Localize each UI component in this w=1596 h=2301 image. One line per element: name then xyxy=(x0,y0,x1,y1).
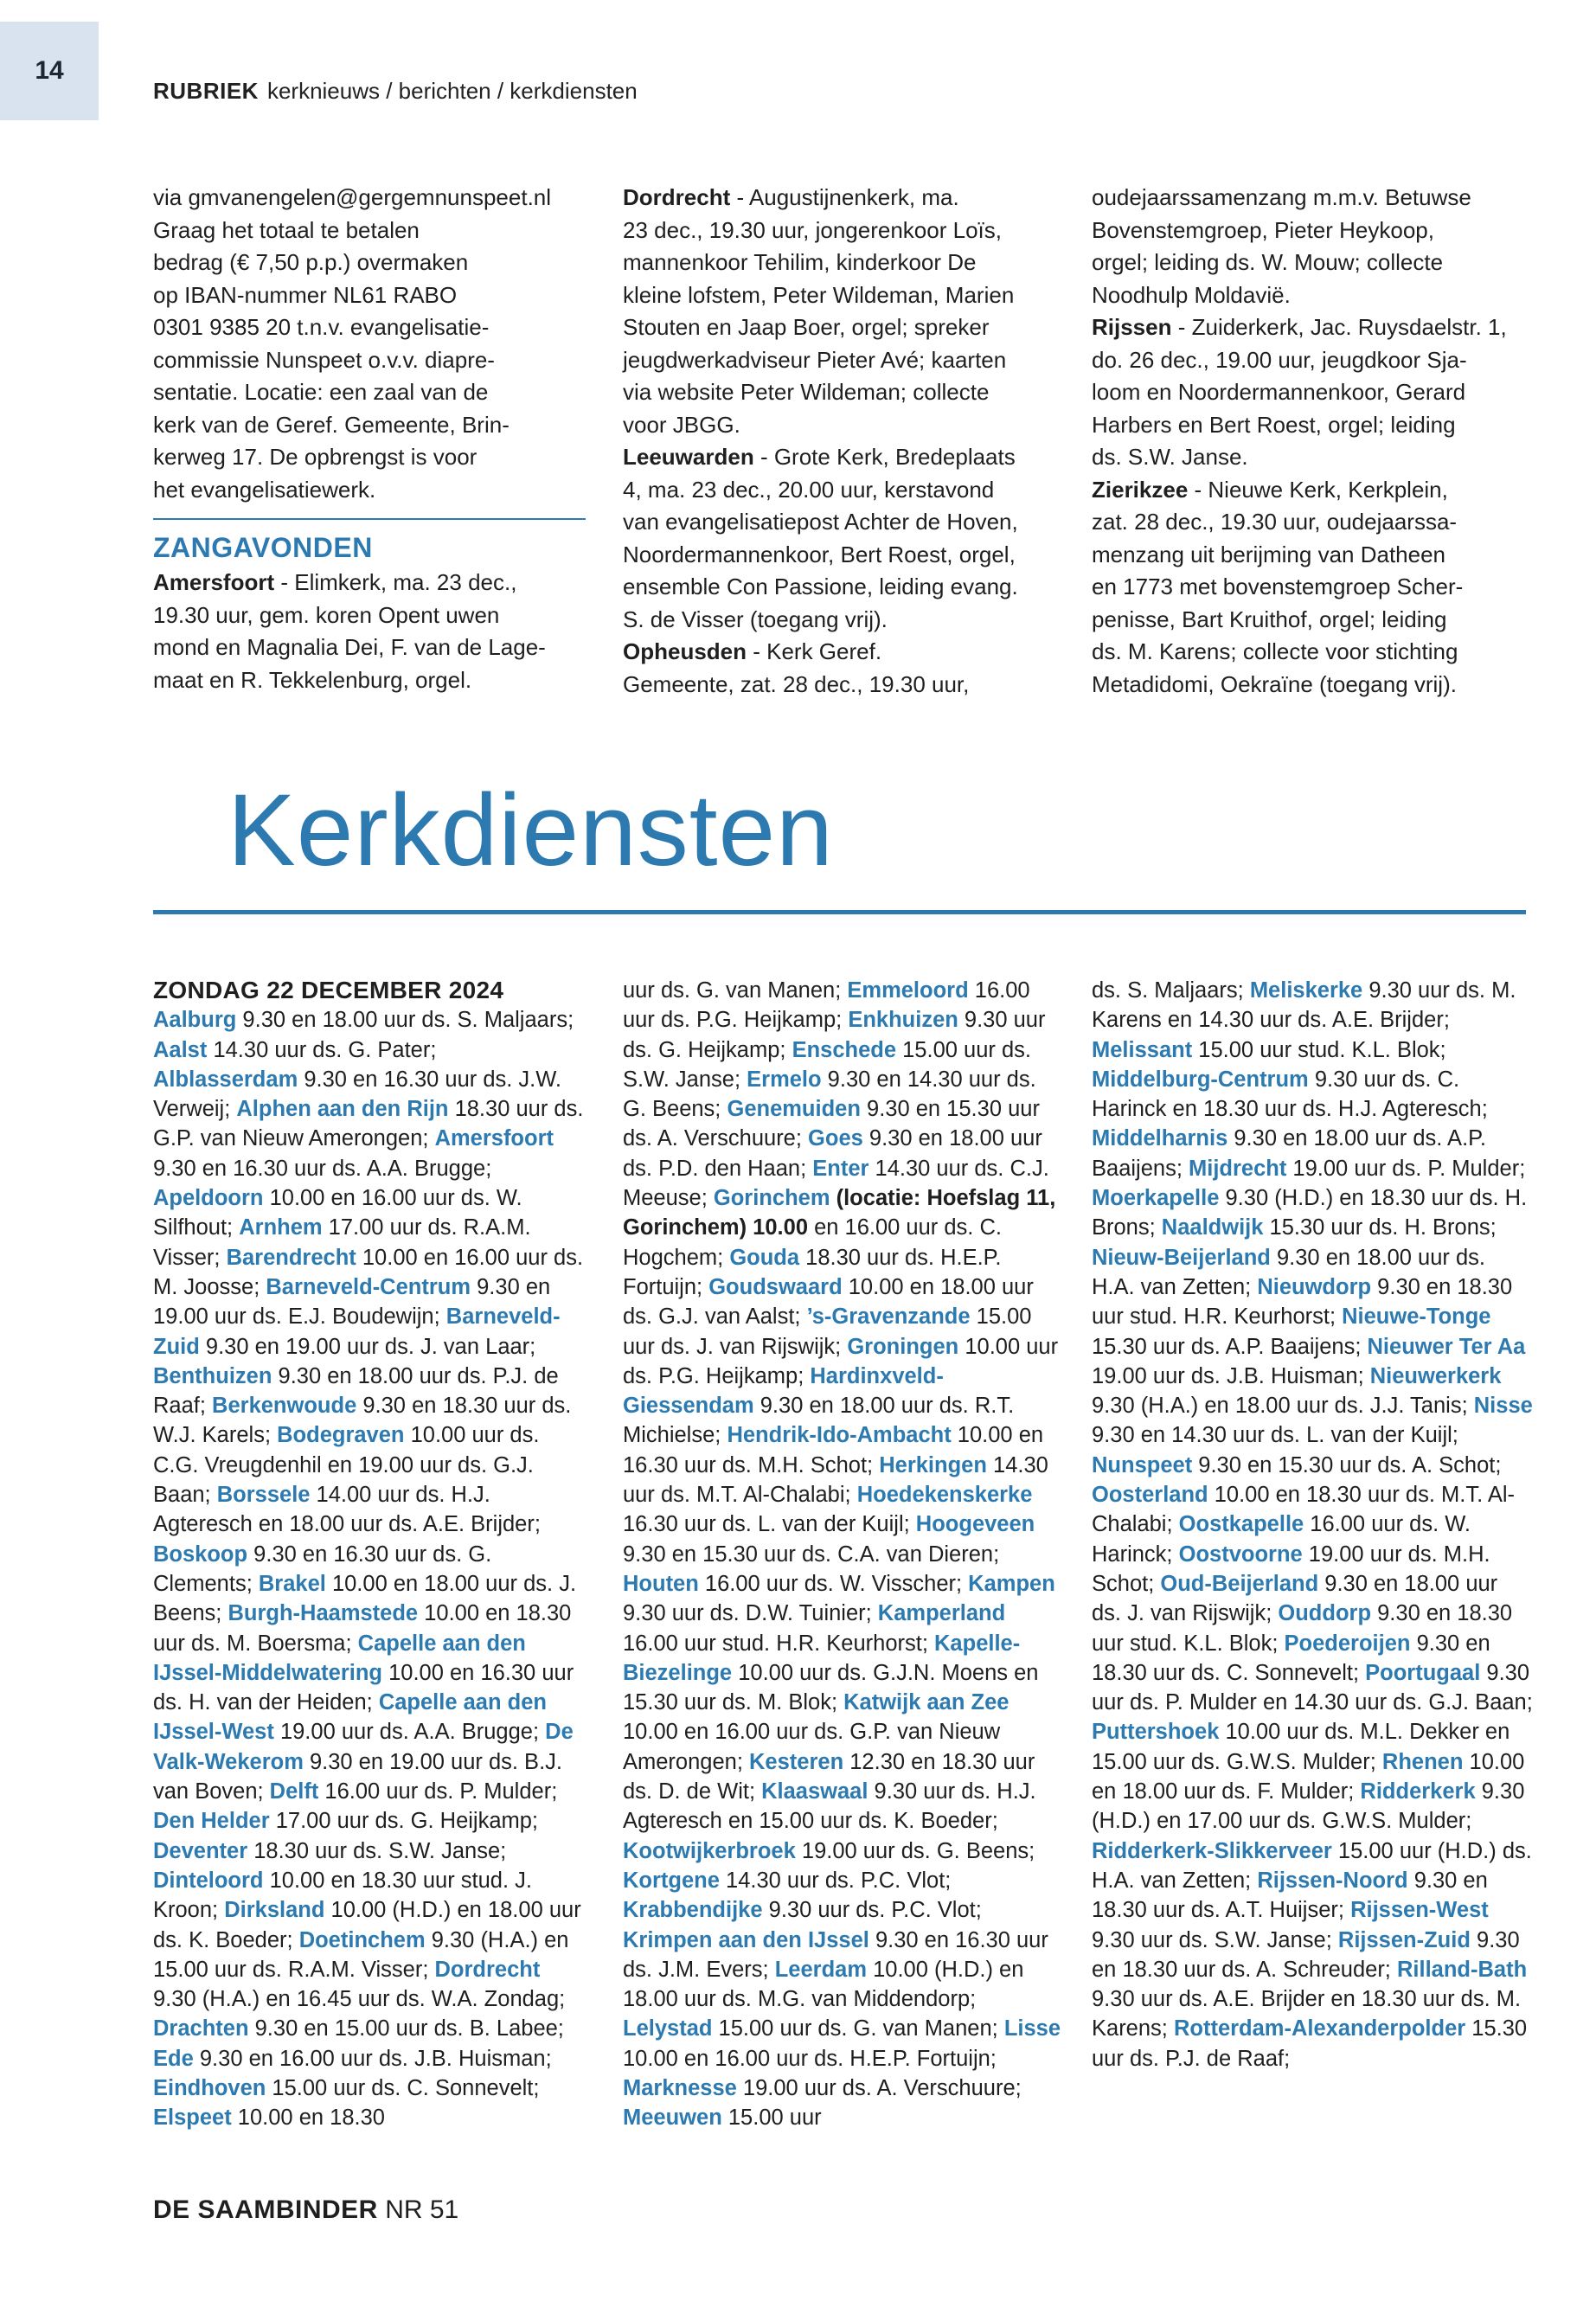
service-details: 9.30 en 16.30 uur ds. A.A. Brugge; xyxy=(153,1156,492,1181)
service-details: 9.30 en 15.30 uur ds. A. Schot; xyxy=(1192,1452,1502,1477)
section-path: kerknieuws / berichten / kerkdiensten xyxy=(266,78,638,104)
service-details: 9.30 en 18.30 uur ds. W.J. Karels; xyxy=(153,1394,572,1448)
service-place: Groningen xyxy=(847,1334,959,1359)
services-list xyxy=(153,1005,586,2132)
service-place: Ouddorp xyxy=(1278,1601,1372,1626)
service-details: 10.00 en 16.30 uur ds. M.H. Schot; xyxy=(623,1423,1044,1477)
service-place: Deventer xyxy=(153,1838,248,1863)
text-line: ds. S.W. Janse. xyxy=(1092,444,1248,470)
service-details: 18.30 uur ds. H.E.P. Fortuijn; xyxy=(623,1245,1002,1299)
service-place: Katwijk aan Zee xyxy=(843,1690,1010,1715)
service-place: Gorinchem xyxy=(713,1186,830,1211)
service-place: Nieuwdorp xyxy=(1257,1274,1372,1299)
text-line: op IBAN-nummer NL61 RABO xyxy=(153,281,458,308)
services-list xyxy=(623,976,1064,2133)
text-line: loom en Noordermannenkoor, Gerard xyxy=(1092,379,1466,405)
text-line: ds. M. Karens; collecte voor stichting xyxy=(1092,638,1458,664)
service-details: 14.30 uur ds. M.T. Al-Chalabi; xyxy=(623,1452,1048,1508)
service-details: 9.30 en 18.30 uur ds. A. Schreuder; xyxy=(1092,1927,1520,1982)
service-details: 9.30 en 18.00 uur ds. P.D. den Haan; xyxy=(623,1126,1042,1181)
service-place: Oostkapelle xyxy=(1178,1512,1304,1537)
service-place: Alphen aan den Rijn xyxy=(236,1097,449,1122)
text-line: 0301 9385 20 t.n.v. evangelisatie- xyxy=(153,314,490,340)
service-place: Ridderkerk xyxy=(1360,1779,1476,1804)
entry-line: maat en R. Tekkelenburg, orgel. xyxy=(153,666,472,693)
service-details: 15.00 uur ds. G. van Manen; xyxy=(712,2016,1004,2041)
service-details: 10.00 en 16.00 uur ds. W. Silfhout; xyxy=(153,1186,522,1240)
service-place: Nieuwer Ter Aa xyxy=(1367,1334,1526,1359)
service-details: 17.00 uur ds. R.A.M. Visser; xyxy=(153,1215,531,1270)
dordrecht-entry xyxy=(623,182,1064,215)
service-place: Capelle aan den IJssel-West xyxy=(153,1690,547,1745)
service-details: 9.30 en 18.00 uur ds. P.J. de Raaf; xyxy=(153,1363,559,1419)
entry-text: - Kerk Geref. xyxy=(747,638,882,664)
service-place: Genemuiden xyxy=(727,1097,861,1122)
service-place: Burgh-Haamstede xyxy=(228,1601,419,1626)
service-place: Enschede xyxy=(792,1037,897,1062)
service-details: 9.30 en 18.30 uur stud. H.R. Keurhorst; xyxy=(1092,1274,1513,1330)
rijssen-entry xyxy=(1092,311,1533,344)
service-place: Drachten xyxy=(153,2016,249,2041)
service-details: 19.00 uur ds. J.B. Huisman; xyxy=(1092,1363,1370,1388)
text-line: Graag het totaal te betalen xyxy=(153,216,420,243)
service-place: Berkenwoude xyxy=(212,1394,357,1419)
entry-text: - Augustijnenkerk, ma. xyxy=(730,184,959,210)
entry-line: 19.30 uur, gem. koren Opent uwen xyxy=(153,601,500,628)
rubric-label: RUBRIEK xyxy=(153,78,259,104)
service-details: 9.30 (H.A.) en 18.00 uur ds. J.J. Tanis; xyxy=(1092,1394,1474,1419)
service-place: Lelystad xyxy=(623,2016,713,2041)
service-details: 9.30 uur ds. S.W. Janse; xyxy=(1092,1927,1338,1952)
text-line: Noodhulp Moldavië. xyxy=(1092,281,1291,308)
concerts-column-3 xyxy=(1092,182,1533,701)
service-place: Doetinchem xyxy=(298,1927,426,1952)
service-details: 9.30 en 18.30 uur stud. K.L. Blok; xyxy=(1092,1601,1513,1656)
service-details: 19.00 uur ds. P. Mulder; xyxy=(1286,1156,1526,1181)
service-place: Hardinxveld-Giessendam xyxy=(623,1363,944,1419)
service-place: Hoedekenskerke xyxy=(856,1483,1033,1508)
service-details: 9.30 en 16.30 uur ds. J.M. Evers; xyxy=(623,1927,1048,1982)
text-line: orgel; leiding ds. W. Mouw; collecte xyxy=(1092,249,1444,275)
service-details: 10.00 en 16.00 uur ds. M. Joosse; xyxy=(153,1245,584,1299)
service-place: Kesteren xyxy=(749,1749,844,1774)
service-details: 9.30 en 14.30 uur ds. G. Beens; xyxy=(623,1067,1036,1122)
service-details: 15.00 uur stud. K.L. Blok; xyxy=(1192,1037,1446,1062)
text-line: kerk van de Geref. Gemeente, Brin- xyxy=(153,411,510,438)
service-place: Kampen xyxy=(968,1571,1055,1596)
service-place: Nisse xyxy=(1473,1394,1533,1419)
service-details: 9.30 en 15.30 uur ds. A. Verschuure; xyxy=(623,1097,1040,1151)
entry-place: Rijssen xyxy=(1092,314,1172,340)
text-line: voor JBGG. xyxy=(623,411,740,438)
text-line: en 1773 met bovenstemgroep Scher- xyxy=(1092,574,1464,599)
text-line: van evangelisatiepost Achter de Hoven, xyxy=(623,509,1018,535)
service-details: 10.00 en 16.30 uur ds. H. van der Heiden; xyxy=(153,1660,574,1715)
text-line: jeugdwerkadviseur Pieter Avé; kaarten xyxy=(623,346,1007,373)
service-details: 9.30 (H.D.) en 17.00 uur ds. G.W.S. Mulder; xyxy=(1092,1779,1525,1834)
text-line: oudejaarssamenzang m.m.v. Betuwse xyxy=(1092,184,1471,210)
service-details: 19.00 uur ds. G. Beens; xyxy=(795,1838,1035,1863)
entry-place: Leeuwarden xyxy=(623,444,754,470)
service-place: Houten xyxy=(623,1571,699,1596)
service-details: 16.00 uur stud. H.R. Keurhorst; xyxy=(623,1631,935,1656)
service-details: 9.30 en 18.00 uur ds. H.A. van Zetten; xyxy=(1092,1245,1485,1299)
text-line: penisse, Bart Kruithof, orgel; leiding xyxy=(1092,606,1447,632)
service-place: Klaaswaal xyxy=(761,1779,869,1804)
service-details: 10.00 en 18.30 uur ds. M.T. Al-Chalabi; xyxy=(1092,1483,1515,1537)
service-place: Gouda xyxy=(729,1245,800,1270)
service-place: Apeldoorn xyxy=(153,1186,264,1211)
footer xyxy=(153,2195,458,2225)
service-place: Dirksland xyxy=(224,1898,325,1923)
service-place: Poederoijen xyxy=(1284,1631,1411,1656)
service-details: 14.30 uur ds. G. Pater; xyxy=(207,1037,437,1062)
service-place: Krabbendijke xyxy=(623,1898,763,1923)
service-details: 10.00 en 18.30 uur ds. M. Boersma; xyxy=(153,1601,572,1656)
service-details: uur ds. G. van Manen; xyxy=(623,978,848,1003)
service-place: Nunspeet xyxy=(1092,1452,1193,1477)
text-line: Bovenstemgroep, Pieter Heykoop, xyxy=(1092,216,1434,243)
service-details: 10.00 uur ds. G.J.N. Moens en 15.30 uur ds. M. Blok; xyxy=(623,1660,1039,1715)
text-line: 4, ma. 23 dec., 20.00 uur, kerstavond xyxy=(623,476,995,503)
service-details: 10.00 (H.D.) en 18.00 uur ds. K. Boeder; xyxy=(153,1898,581,1952)
service-details: 16.00 uur ds. W. Harinck; xyxy=(1092,1512,1471,1567)
service-details: 19.00 uur ds. M.H. Schot; xyxy=(1092,1541,1490,1596)
service-place: Rijssen-Noord xyxy=(1257,1868,1408,1893)
service-place: Dordrecht xyxy=(434,1957,541,1982)
text-line: Noordermannenkoor, Bert Roest, orgel, xyxy=(623,541,1016,567)
services-column-1 xyxy=(153,976,586,2133)
text-line: Harbers en Bert Roest, orgel; leiding xyxy=(1092,411,1456,438)
service-place: Kapelle-Biezelinge xyxy=(623,1631,1021,1685)
service-details: 10.00 uur ds. C.G. Vreugdenhil en 19.00 uur ds. G.J. Baan; xyxy=(153,1423,540,1508)
text-line: kleine lofstem, Peter Wildeman, Marien xyxy=(623,281,1015,308)
service-details: 10.00 uur ds. M.L. Dekker en 15.00 uur ds. G.W.S. Mulder; xyxy=(1092,1720,1510,1774)
service-place: Delft xyxy=(269,1779,319,1804)
text-line: S. de Visser (toegang vrij). xyxy=(623,606,888,632)
service-place: Goes xyxy=(808,1126,863,1151)
service-details: 15.00 uur xyxy=(721,2106,822,2131)
text-line: mannenkoor Tehilim, kinderkoor De xyxy=(623,249,977,275)
service-details: 15.00 uur (H.D.) ds. H.A. van Zetten; xyxy=(1092,1838,1532,1893)
service-details: 10.00 en 18.00 uur ds. F. Mulder; xyxy=(1092,1749,1525,1804)
service-place: De Valk-Wekerom xyxy=(153,1720,574,1774)
page-title: Kerkdiensten xyxy=(228,773,834,888)
service-details: ds. S. Maljaars; xyxy=(1092,978,1250,1003)
service-place: Aalst xyxy=(153,1037,208,1062)
service-details: 18.30 uur ds. S.W. Janse; xyxy=(247,1838,507,1863)
service-details: 9.30 en 19.00 uur ds. B.J. van Boven; xyxy=(153,1749,562,1804)
service-place: Leerdam xyxy=(774,1957,867,1982)
service-details: 12.30 en 18.30 uur ds. D. de Wit; xyxy=(623,1749,1035,1804)
service-place: Lisse xyxy=(1003,2016,1061,2041)
day-heading: ZONDAG 22 DECEMBER 2024 xyxy=(153,977,504,1003)
service-place: Elspeet xyxy=(153,2106,232,2131)
entry-text: - Nieuwe Kerk, Kerkplein, xyxy=(1188,476,1448,503)
service-place: Krimpen aan den IJssel xyxy=(623,1927,869,1952)
service-place: Aalburg xyxy=(153,1008,237,1033)
text-line: kerweg 17. De opbrengst is voor xyxy=(153,444,478,470)
service-details: 9.30 en 18.00 uur ds. A.P. Baaijens; xyxy=(1092,1126,1486,1181)
service-details: 16.30 uur ds. L. van der Kuijl; xyxy=(623,1512,916,1537)
text-line: via gmvanengelen@gergemnunspeet.nl xyxy=(153,184,552,210)
intro-column xyxy=(153,182,586,696)
text-line: bedrag (€ 7,50 p.p.) overmaken xyxy=(153,249,469,275)
leeuwarden-lines xyxy=(623,474,1064,637)
service-details: 9.30 uur ds. G. Heijkamp; xyxy=(623,1008,1046,1062)
service-place: Ermelo xyxy=(747,1067,822,1092)
service-place: Bodegraven xyxy=(277,1423,405,1448)
service-details: 19.00 uur ds. A.A. Brugge; xyxy=(273,1720,546,1745)
zierikzee-lines xyxy=(1092,506,1533,701)
service-place: Oosterland xyxy=(1092,1483,1208,1508)
service-place: Middelharnis xyxy=(1092,1126,1228,1151)
service-details: 14.30 uur ds. P.C. Vlot; xyxy=(719,1868,952,1893)
service-details: 9.30 uur ds. D.W. Tuinier; xyxy=(623,1601,878,1626)
entry-place: Dordrecht xyxy=(623,184,731,210)
service-details: 10.00 en 16.00 uur ds. H.E.P. Fortuijn; xyxy=(623,2046,997,2071)
text-line: Metadidomi, Oekraïne (toegang vrij). xyxy=(1092,670,1457,697)
service-details: 9.30 en 16.30 uur ds. J.W. Verweij; xyxy=(153,1067,562,1122)
service-place: Meeuwen xyxy=(623,2106,722,2131)
service-place: Arnhem xyxy=(239,1215,323,1240)
services-list xyxy=(1092,976,1533,2073)
service-details: 15.00 uur ds. J. van Rijswijk; xyxy=(623,1304,1032,1359)
service-place: Meliskerke xyxy=(1249,978,1363,1003)
service-details: 15.00 uur ds. C. Sonnevelt; xyxy=(266,2075,540,2100)
service-details: 9.30 uur ds. C. Harinck en 18.30 uur ds. H.J. Agteresch; xyxy=(1092,1067,1488,1122)
service-place: Oostvoorne xyxy=(1178,1541,1303,1567)
service-details: 9.30 en 18.00 uur ds. R.T. Michielse; xyxy=(623,1394,1015,1448)
service-place: Alblasserdam xyxy=(153,1067,298,1092)
service-place: Emmeloord xyxy=(847,978,969,1003)
service-place: Marknesse xyxy=(623,2075,737,2100)
service-details: 15.30 uur ds. H. Brons; xyxy=(1263,1215,1497,1240)
service-place: Dinteloord xyxy=(153,1868,264,1893)
service-place: Boskoop xyxy=(153,1541,248,1567)
service-place: Kortgene xyxy=(623,1868,720,1893)
rubric-header xyxy=(153,78,638,105)
text-line: menzang uit berijming van Datheen xyxy=(1092,541,1446,567)
service-details: 16.00 uur ds. P.G. Heijkamp; xyxy=(623,978,1030,1033)
service-place: Eindhoven xyxy=(153,2075,266,2100)
entry-place: Amersfoort xyxy=(153,569,275,595)
service-place: Barendrecht xyxy=(226,1245,356,1270)
service-place: Kootwijkerbroek xyxy=(623,1838,796,1863)
service-details: 9.30 en 15.30 uur ds. C.A. van Dieren; xyxy=(623,1541,1000,1567)
lead-lines xyxy=(1092,182,1533,311)
service-details: 9.30 en 16.00 uur ds. J.B. Huisman; xyxy=(193,2046,552,2071)
service-details: 9.30 (H.A.) en 15.00 uur ds. R.A.M. Visser; xyxy=(153,1927,569,1982)
zangavonden-heading: ZANGAVONDEN xyxy=(153,532,373,563)
service-details: 16.00 uur ds. P. Mulder; xyxy=(318,1779,558,1804)
service-details: 10.00 en 18.00 uur ds. J. Beens; xyxy=(153,1571,577,1626)
entry-line: Gemeente, zat. 28 dec., 19.30 uur, xyxy=(623,670,970,697)
text-line: ensemble Con Passione, leiding evang. xyxy=(623,574,1018,599)
service-details: 10.00 en 18.30 uur stud. J. Kroon; xyxy=(153,1868,532,1923)
service-details: 9.30 uur ds. H.J. Agteresch en 15.00 uur ds. K. Boeder; xyxy=(623,1779,1036,1834)
service-place: Oud-Beijerland xyxy=(1160,1571,1319,1596)
service-details: en 16.00 uur ds. C. Hogchem; xyxy=(623,1215,1002,1270)
concerts-column-2 xyxy=(623,182,1064,701)
service-place: Naaldwijk xyxy=(1161,1215,1264,1240)
entry-text: - Zuiderkerk, Jac. Ruysdaelstr. 1, xyxy=(1171,314,1507,340)
service-place: Rijssen-West xyxy=(1350,1898,1489,1923)
service-place: Rilland-Bath xyxy=(1396,1957,1528,1982)
service-details: 9.30 uur ds. P.C. Vlot; xyxy=(762,1898,982,1923)
service-details xyxy=(830,1186,836,1210)
service-place: Nieuwe-Tonge xyxy=(1342,1304,1491,1330)
service-place: Nieuwerkerk xyxy=(1369,1363,1502,1388)
service-place: Enkhuizen xyxy=(848,1008,958,1033)
service-details: 9.30 (H.D.) en 18.30 uur ds. H. Brons; xyxy=(1092,1186,1528,1240)
service-details: 15.30 uur ds. A.P. Baaijens; xyxy=(1092,1334,1368,1359)
text-line: het evangelisatiewerk. xyxy=(153,476,376,503)
issue-number: NR 51 xyxy=(385,2195,459,2224)
service-details: 10.00 en 18.00 uur ds. G.J. van Aalst; xyxy=(623,1274,1034,1330)
service-details: 15.00 uur ds. S.W. Janse; xyxy=(623,1037,1031,1092)
service-details: 9.30 (H.A.) en 16.45 uur ds. W.A. Zondag; xyxy=(153,1987,566,2012)
magazine-name: DE SAAMBINDER xyxy=(153,2195,378,2224)
service-location-note: (locatie: Hoefslag 11, Gorinchem) 10.00 xyxy=(623,1186,1056,1240)
section-divider xyxy=(153,518,586,520)
service-place: Ede xyxy=(153,2046,194,2071)
entry-place: Opheusden xyxy=(623,638,747,664)
text-line: 23 dec., 19.30 uur, jongerenkoor Loïs, xyxy=(623,216,1002,243)
service-details: 9.30 uur ds. M. Karens en 14.30 uur ds. A.E. Brijder; xyxy=(1092,978,1516,1033)
service-details: 9.30 en 19.00 uur ds. E.J. Boudewijn; xyxy=(153,1274,551,1330)
service-details: 9.30 en 15.00 uur ds. B. Labee; xyxy=(248,2016,564,2041)
text-line: sentatie. Locatie: een zaal van de xyxy=(153,379,489,405)
entry-text: - Elimkerk, ma. 23 dec., xyxy=(274,569,517,595)
service-details: 15.30 uur ds. P.J. de Raaf; xyxy=(1092,2016,1528,2071)
service-place: Middelburg-Centrum xyxy=(1092,1067,1309,1092)
rijssen-lines xyxy=(1092,344,1533,474)
service-place: Hendrik-Ido-Ambacht xyxy=(727,1423,952,1448)
service-place: Capelle aan den IJssel-Middelwatering xyxy=(153,1631,526,1685)
service-details: 9.30 en 19.00 uur ds. J. van Laar; xyxy=(199,1334,536,1359)
service-place: Borssele xyxy=(216,1483,311,1508)
opheusden-entry xyxy=(623,636,1064,669)
service-place: Ridderkerk-Slikkerveer xyxy=(1092,1838,1332,1863)
service-details: 10.00 (H.D.) en 18.00 uur ds. M.G. van Middendorp; xyxy=(623,1957,1024,2012)
service-place: Benthuizen xyxy=(153,1363,272,1388)
service-details: 9.30 en 18.00 uur ds. S. Maljaars; xyxy=(236,1008,574,1033)
zierikzee-entry xyxy=(1092,474,1533,507)
service-place: Moerkapelle xyxy=(1092,1186,1220,1211)
dordrecht-lines xyxy=(623,215,1064,442)
service-details: 19.00 uur ds. A. Verschuure; xyxy=(736,2075,1022,2100)
service-place: Barneveld-Zuid xyxy=(153,1304,561,1359)
service-place: Mijdrecht xyxy=(1189,1156,1287,1181)
leeuwarden-entry xyxy=(623,441,1064,474)
title-rule xyxy=(153,910,1526,914)
text-line: zat. 28 dec., 19.30 uur, oudejaarssa- xyxy=(1092,509,1458,535)
service-place: Den Helder xyxy=(153,1809,270,1834)
service-details: 18.30 uur ds. G.P. van Nieuw Amerongen; xyxy=(153,1097,584,1151)
entry-text: - Grote Kerk, Bredeplaats xyxy=(753,444,1016,470)
service-place: Goudswaard xyxy=(708,1274,843,1299)
text-line: commissie Nunspeet o.v.v. diapre- xyxy=(153,346,495,373)
service-place: Hoogeveen xyxy=(915,1512,1035,1537)
service-place: Brakel xyxy=(258,1571,326,1596)
text-line: via website Peter Wildeman; collecte xyxy=(623,379,990,405)
service-place: Melissant xyxy=(1092,1037,1193,1062)
service-place: Rijssen-Zuid xyxy=(1337,1927,1471,1952)
service-place: Poortugaal xyxy=(1365,1660,1481,1685)
service-details: 14.30 uur ds. C.J. Meeuse; xyxy=(623,1156,1049,1211)
page-number: 14 xyxy=(0,22,99,120)
text-line: Stouten en Jaap Boer, orgel; spreker xyxy=(623,314,990,340)
service-place: Herkingen xyxy=(879,1452,987,1477)
service-details: 9.30 en 18.30 uur ds. C. Sonnevelt; xyxy=(1092,1631,1490,1685)
service-details: 9.30 uur ds. A.E. Brijder en 18.30 uur ds. M. Karens; xyxy=(1092,1987,1522,2041)
services-column-3 xyxy=(1092,976,1533,2073)
service-details: 16.00 uur ds. W. Visscher; xyxy=(698,1571,969,1596)
entry-line: mond en Magnalia Dei, F. van de Lage- xyxy=(153,634,546,660)
service-details: 17.00 uur ds. G. Heijkamp; xyxy=(269,1809,539,1834)
service-details: 9.30 uur ds. P. Mulder en 14.30 uur ds. G.J. Baan; xyxy=(1092,1660,1533,1715)
service-details: 9.30 en 14.30 uur ds. L. van der Kuijl; xyxy=(1092,1423,1458,1448)
text-line: do. 26 dec., 19.00 uur, jeugdkoor Sja- xyxy=(1092,346,1467,373)
service-place: Rotterdam-Alexanderpolder xyxy=(1173,2016,1466,2041)
service-place: Nieuw-Beijerland xyxy=(1092,1245,1271,1270)
service-details: 9.30 en 18.30 uur ds. A.T. Huijser; xyxy=(1092,1868,1488,1923)
entry-place: Zierikzee xyxy=(1092,476,1189,503)
service-details: 9.30 en 18.00 uur ds. J. van Rijswijk; xyxy=(1092,1571,1498,1626)
service-details: 10.00 en 18.30 xyxy=(231,2106,385,2131)
service-details: 9.30 en 16.30 uur ds. G. Clements; xyxy=(153,1541,492,1596)
service-place: ’s-Gravenzande xyxy=(806,1304,971,1330)
services-column-2 xyxy=(623,976,1064,2133)
service-place: Puttershoek xyxy=(1092,1720,1220,1745)
service-details: 10.00 en 16.00 uur ds. G.P. van Nieuw Amerongen; xyxy=(623,1720,1001,1774)
service-details: 10.00 uur ds. P.G. Heijkamp; xyxy=(623,1334,1059,1388)
intro-text xyxy=(153,182,586,506)
amersfoort-entry xyxy=(153,567,586,599)
service-place: Enter xyxy=(812,1156,869,1181)
service-place: Amersfoort xyxy=(434,1126,554,1151)
service-place: Kamperland xyxy=(877,1601,1006,1626)
service-details: 14.00 uur ds. H.J. Agteresch en 18.00 uur ds. A.E. Brijder; xyxy=(153,1483,541,1537)
service-place: Barneveld-Centrum xyxy=(266,1274,471,1299)
service-place: Rhenen xyxy=(1381,1749,1464,1774)
